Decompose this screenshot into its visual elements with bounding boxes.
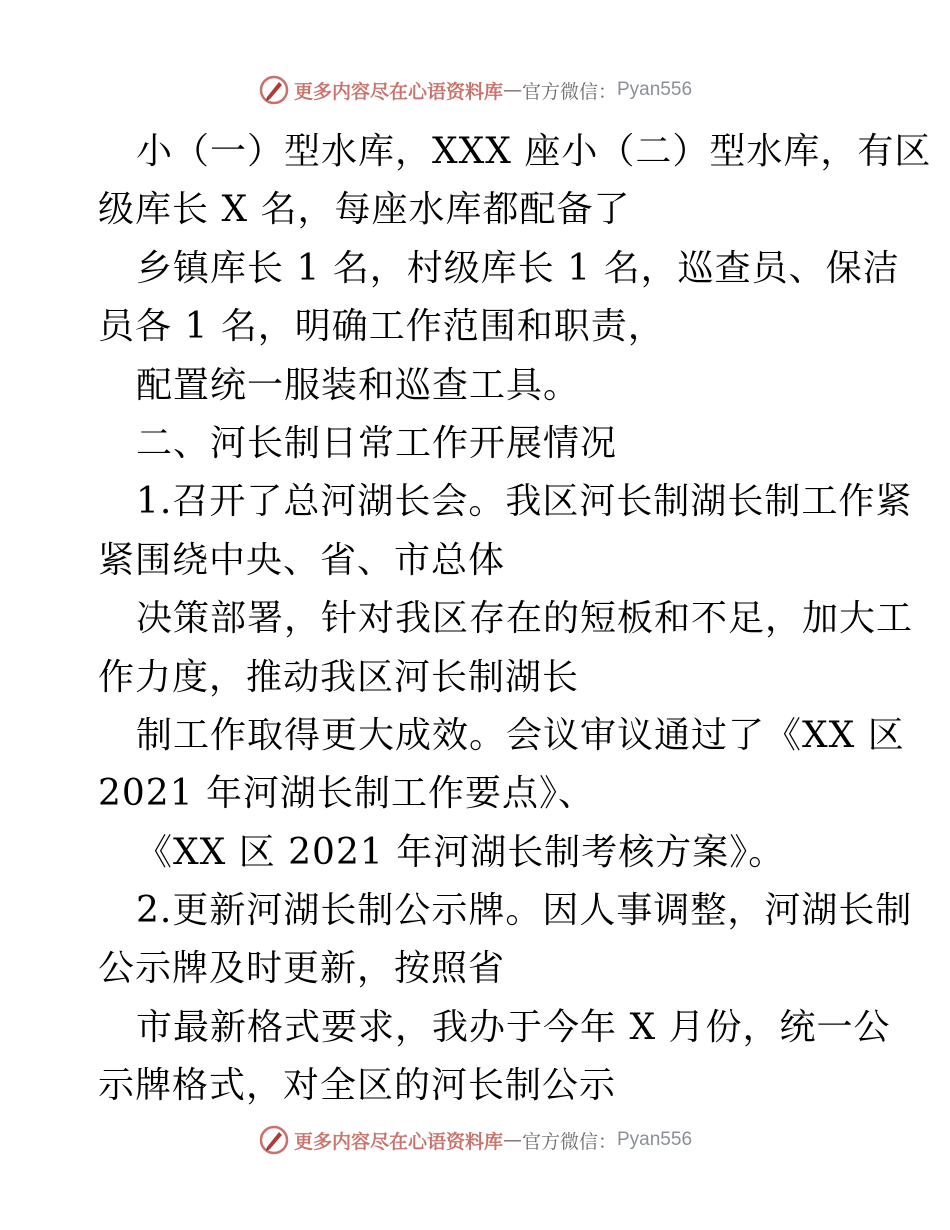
logo-icon (258, 1124, 290, 1156)
text-line: 员各 1 名，明确工作范围和职责， (98, 306, 665, 348)
watermark-wechat-id: Pyan556 (617, 1129, 693, 1150)
watermark-wechat-label: 官方微信： (521, 1130, 617, 1153)
document-body (98, 123, 932, 1116)
watermark-text: 更多内容尽在心语资料库 (293, 1130, 503, 1153)
watermark-wechat-label: 官方微信： (521, 80, 617, 103)
text-line: 作力度，推动我区河长制湖长 (98, 656, 580, 698)
watermark-dash: — (502, 1129, 522, 1151)
text-line: 市最新格式要求，我办于今年 X 月份，统一公 (136, 1006, 891, 1048)
text-line: 公示牌及时更新，按照省 (98, 948, 506, 990)
text-line: 1.召开了总河湖长会。我区河长制湖长制工作紧 (136, 481, 913, 523)
text-line: 2021 年河湖长制工作要点》、 (98, 773, 596, 815)
text-line: 制工作取得更大成效。会议审议通过了《XX 区 (136, 714, 905, 756)
text-line: 决策部署，针对我区存在的短板和不足，加大工 (136, 598, 914, 640)
text-line: 《XX 区 2021 年河湖长制考核方案》。 (136, 831, 786, 873)
watermark-text: 更多内容尽在心语资料库 (293, 80, 503, 103)
text-line: 级库长 X 名，每座水库都配备了 (98, 189, 631, 231)
text-line: 示牌格式，对全区的河长制公示 (98, 1065, 617, 1107)
text-line: 2.更新河湖长制公示牌。因人事调整，河湖长制 (136, 890, 913, 932)
text-line: 小（一）型水库，XXX 座小（二）型水库，有区 (136, 131, 932, 172)
text-line: 紧围绕中央、省、市总体 (98, 539, 506, 581)
text-line: 配置统一服装和巡查工具。 (136, 364, 581, 406)
watermark-wechat-id: Pyan556 (617, 79, 693, 100)
watermark-dash: — (502, 79, 522, 101)
logo-icon (258, 74, 290, 106)
footer-watermark (0, 1120, 950, 1160)
section-heading: 二、河长制日常工作开展情况 (136, 422, 618, 464)
text-line: 乡镇库长 1 名，村级库长 1 名，巡查员、保洁 (136, 247, 900, 289)
header-watermark (0, 70, 950, 110)
